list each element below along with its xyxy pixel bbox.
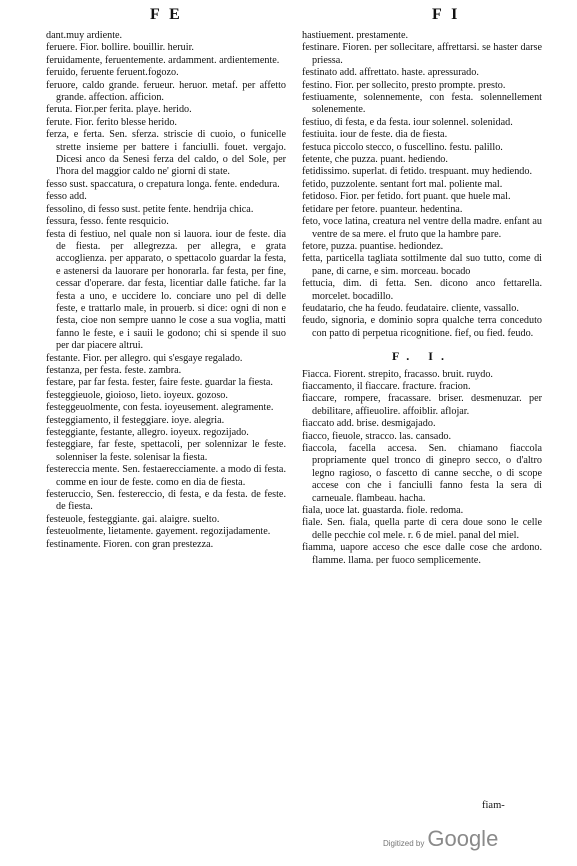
dictionary-entry: festeruccio, Sen. festereccio, di festa, e da festa. de feste. de fiesta. xyxy=(46,489,286,513)
dictionary-entry: feudo, signoria, e dominio sopra qualche terra conceduto con patto di perpetua ricognitione. fief, ou fied. feudo. xyxy=(302,315,542,339)
dictionary-entry: fiaccola, facella accesa. Sen. chiamano fiaccola propriamente quel tronco di ginepro secco, o d'altro legno ragioso, o fascetto di canne secche, o di scope accese con che i fanciulli fanno festa la sera di carneuale. flambeau. hacha. xyxy=(302,443,542,504)
dictionary-entry: fiale. Sen. fiala, quella parte di cera doue sono le celle delle pecchie col mele. r. 6 de miel. panal del miel. xyxy=(302,517,542,541)
dictionary-entry: hastiuement. prestamente. xyxy=(302,30,409,41)
dictionary-entry: festeuole, festeggiante. gai. alaigre. suelto. xyxy=(46,513,220,525)
dictionary-entry: festinamente. Fioren. con gran prestezza. xyxy=(46,538,214,550)
dictionary-entry: feruore, caldo grande. ferueur. heruor. metaf. per affetto grande. affection. afficion. xyxy=(46,79,286,104)
dictionary-entry: fesso add. xyxy=(46,191,87,203)
dictionary-entry: festare, par far festa. fester, faire feste. guardar la fiesta. xyxy=(46,377,273,389)
dictionary-entry: festuca piccolo stecco, o fuscellino. festu. palillo. xyxy=(302,141,503,153)
dictionary-entry: festeggieuole, gioioso, lieto. ioyeux. gozoso. xyxy=(46,389,228,401)
dictionary-entry: festeggiante, festante, allegro. ioyeux. regozijado. xyxy=(46,427,249,438)
dictionary-entry: fetidoso. Fior. per fetido. fort puant. que huele mal. xyxy=(302,191,511,203)
dictionary-entry: fiacco, fieuole, stracco. las. cansado. xyxy=(302,430,452,442)
dictionary-entry: festeuolmente, lietamente. gayement. regozijadamente. xyxy=(46,526,271,538)
dictionary-entry: feto, voce latina, creatura nel ventre della madre. enfant au ventre de sa mere. el fruto que la hambre pare. xyxy=(302,216,542,240)
dictionary-entry: feruere. Fior. bollire. bouillir. heruir. xyxy=(46,42,194,54)
dictionary-entry: ferza, e ferta. Sen. sferza. striscie di cuoio, o funicelle strette insieme per battere i fanciulli. fouet. vergajo. Dicesi anco da Senesi ferza del caldo, o del Sole, per l'hora del maggior caldo ne' giorni di state. xyxy=(46,129,286,178)
dictionary-entry: fetente, che puzza. puant. hediendo. xyxy=(302,154,448,166)
dictionary-entry: feruidamente, feruentemente. ardamment. ardientemente. xyxy=(46,54,280,66)
dictionary-entry: festino. Fior. per sollecito, presto prompte. presto. xyxy=(302,79,506,91)
digitized-watermark xyxy=(383,826,498,852)
dictionary-entry: fessolino, di fesso sust. petite fente. hendrija chica. xyxy=(46,203,254,215)
dictionary-entry: fettucia, dim. di fetta. Sen. dicono anco fettarella. morcelet. bocadillo. xyxy=(302,278,542,302)
right-column xyxy=(302,30,542,567)
dictionary-entry: festiuo, di festa, e da festa. iour solennel. solenidad. xyxy=(302,116,513,128)
dictionary-entry: fessura, fesso. fente resquicio. xyxy=(46,216,169,228)
dictionary-entry: fiaccamento, il fiaccare. fracture. fracion. xyxy=(302,380,471,392)
dictionary-entry: festinato add. affrettato. haste. apressurado. xyxy=(302,67,479,79)
dictionary-entry: ferute. Fior. ferito blesse herido. xyxy=(46,116,177,128)
dictionary-entry: fetidare per fetore. puanteur. hedentina. xyxy=(302,203,463,215)
dictionary-entry: festiuita. iour de feste. dia de fiesta. xyxy=(302,129,448,141)
running-head-right: F I xyxy=(432,6,461,23)
dictionary-entry: fiamma, uapore acceso che esce dalle cose che ardono. flamme. llama. per fuoco semplicemente. xyxy=(302,542,542,566)
dictionary-entry: festereccia mente. Sen. festaerecciamente. a modo di festa. comme en iour de feste. como en dia de fiesta. xyxy=(46,464,286,488)
left-column xyxy=(46,30,286,551)
dictionary-entry: fetta, particella tagliata sottilmente dal suo tutto, come di pane, di carne, e sim. morceau. bocado xyxy=(302,253,542,277)
dictionary-entry: feudatario, che ha feudo. feudataire. cliente, vassallo. xyxy=(302,302,519,314)
dictionary-entry: fiala, uoce lat. guastarda. fiole. redoma. xyxy=(302,505,464,517)
dictionary-entry: fetore, puzza. puantise. hediondez. xyxy=(302,240,444,252)
dictionary-entry: fesso sust. spaccatura, o crepatura longa. fente. endedura. xyxy=(46,178,280,190)
dictionary-entry: feruta. Fior.per ferita. playe. herido. xyxy=(46,104,192,116)
watermark-brand: Google xyxy=(427,826,499,851)
dictionary-entry: festiuamente, solennemente, con festa. solennellement solenemente. xyxy=(302,92,542,116)
dictionary-entry: fetidissimo. superlat. di fetido. trespuant. muy hediendo. xyxy=(302,166,533,178)
dictionary-entry: Fiacca. Fiorent. strepito, fracasso. bruit. ruydo. xyxy=(302,368,493,380)
dictionary-entry: festa di festiuo, nel quale non si lauora. iour de feste. dia de fiesta. per allegrezza. per allegra, e grata accoglienza. per apparato, o spettacolo guardar la festa, e astenersi da lauorare per honorarla. far festa, per fine, cessar d'operare. dar festa, licentiar dalle fatiche. far la festa a uno, e uccidere lo. conciare uno pel di delle feste, e trattarlo male, in prouerb. si dice: ogni di non e festa, cioe non sempre uanno le cose a sua voglia, matti fanno le feste, e i sauii le godono; chi si spende il suo per dar piacere altrui. xyxy=(46,228,286,352)
section-heading: F. I. xyxy=(392,349,452,364)
dictionary-entry: festinare. Fioren. per sollecitare, affrettarsi. se haster darse priessa. xyxy=(302,42,542,66)
dictionary-entry: festante. Fior. per allegro. qui s'esgaye regalado. xyxy=(46,352,243,364)
dictionary-entry: dant.muy ardiente. xyxy=(46,30,123,41)
dictionary-entry: fiaccare, rompere, fracassare. briser. desmenuzar. per debilitare, affieuolire. affoiblir. aflojar. xyxy=(302,393,542,417)
running-head-left: F E xyxy=(150,6,183,23)
dictionary-entry: festeggiamento, il festeggiare. ioye. alegria. xyxy=(46,414,225,426)
catchword: fiam- xyxy=(482,800,505,811)
dictionary-entry: festeggeuolmente, con festa. ioyeusement. alegramente. xyxy=(46,402,274,414)
watermark-prefix: Digitized by xyxy=(383,839,425,848)
dictionary-entry: fiaccato add. brise. desmigajado. xyxy=(302,418,436,430)
dictionary-entry: festanza, per festa. feste. zambra. xyxy=(46,364,182,376)
dictionary-entry: feruido, feruente feruent.fogozo. xyxy=(46,67,179,79)
dictionary-entry: festeggiare, far feste, spettacoli, per solennizar le feste. solenniser la feste. solenisar la fiesta. xyxy=(46,439,286,463)
dictionary-entry: fetido, puzzolente. sentant fort mal. poliente mal. xyxy=(302,178,503,190)
